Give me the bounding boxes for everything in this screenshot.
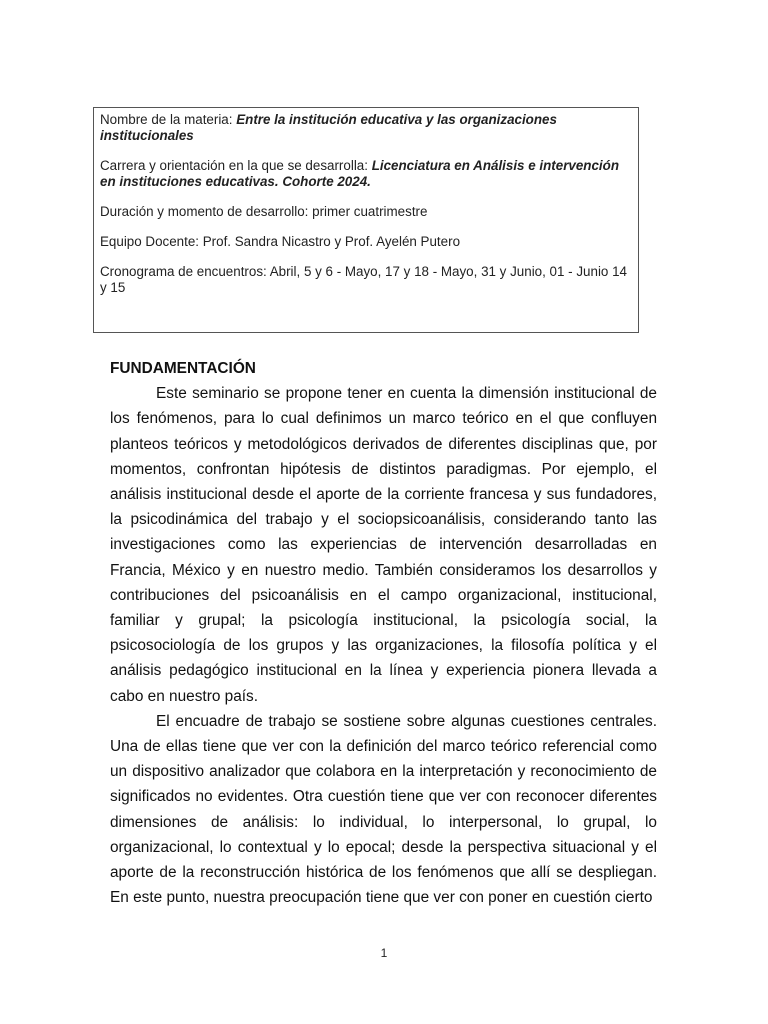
subject-line [100, 112, 630, 144]
schedule-line: Cronograma de encuentros: Abril, 5 y 6 - Mayo, 17 y 18 - Mayo, 31 y Junio, 01 - Junio 14 y 15 [100, 264, 627, 295]
paragraph-2: El encuadre de trabajo se sostiene sobre algunas cuestiones centrales. Una de ellas tiene que ver con la definición del marco teórico referencial como un dispositivo analizador que colabora en la interpretación y reconocimiento de significados no evidentes. Otra cuestión tiene que ver con reconocer diferentes dimensiones de análisis: lo individual, lo interpersonal, lo grupal, lo organizacional, lo contextual y lo epocal; desde la perspectiva situacional y el aporte de la reconstrucción histórica de los fenómenos que allí se despliegan. En este punto, nuestra preocupación tiene que ver con poner en cuestión cierto [110, 712, 657, 907]
career-value: Licenciatura en Análisis e intervención en instituciones educativas. Cohorte 2024. [100, 158, 620, 189]
subject-label: Nombre de la materia: [100, 112, 237, 127]
career-line [100, 158, 630, 190]
section-heading: FUNDAMENTACIÓN [110, 360, 256, 377]
duration-line: Duración y momento de desarrollo: primer cuatrimestre [100, 204, 428, 219]
course-info-box [93, 107, 639, 333]
subject-value: Entre la institución educativa y las organizaciones institucionales [100, 112, 557, 143]
paragraph-1: Este seminario se propone tener en cuenta la dimensión institucional de los fenómenos, para lo cual definimos un marco teórico en el que confluyen planteos teóricos y metodológicos derivados de diferentes disciplinas que, por momentos, confrontan hipótesis de distintos paradigmas. Por ejemplo, el análisis institucional desde el aporte de la corriente francesa y sus fundadores, la psicodinámica del trabajo y el sociopsicoanálisis, considerando tanto las investigaciones como las experiencias de intervención desarrolladas en Francia, México y en nuestro medio. También consideramos los desarrollos y contribuciones del psicoanálisis en el campo organizacional, institucional, familiar y grupal; la psicología institucional, la psicología social, la psicosociología de los grupos y las organizaciones, la filosofía política y el análisis pedagógico institucional en la línea y experiencia pionera llevada a cabo en nuestro país. [110, 385, 657, 705]
career-label: Carrera y orientación en la que se desarrolla: [100, 158, 372, 173]
team-line: Equipo Docente: Prof. Sandra Nicastro y Prof. Ayelén Putero [100, 234, 461, 249]
page-number: 1 [380, 946, 388, 960]
document-body [110, 356, 657, 910]
